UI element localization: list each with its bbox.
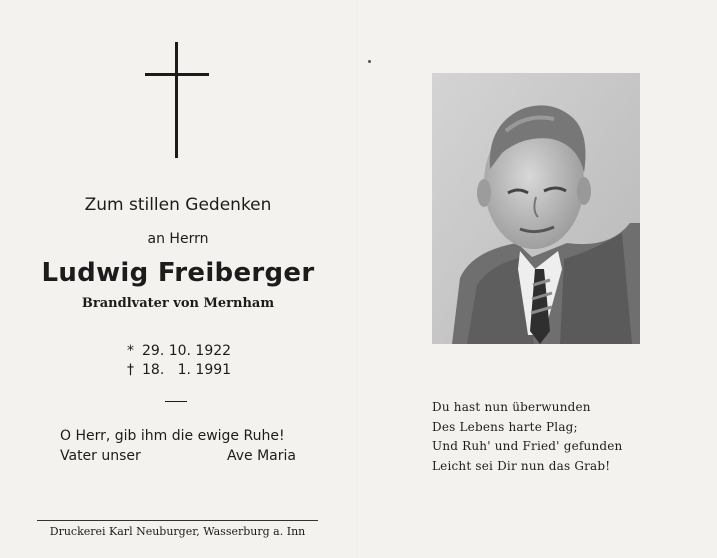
prayer-names: [60, 448, 296, 464]
death-date: 18. 1. 1991: [142, 362, 232, 378]
prayer-block: [60, 428, 296, 464]
deceased-role: Brandlvater von Mernham: [81, 296, 275, 311]
printer-credit: Druckerei Karl Neuburger, Wasserburg a. Inn: [49, 525, 306, 538]
poem-block: [432, 398, 623, 476]
birth-symbol: *: [127, 343, 134, 359]
portrait-photo: [432, 73, 640, 344]
death-row: [127, 361, 231, 380]
poem-line: Du hast nun überwunden: [432, 400, 591, 414]
life-dates: [127, 342, 231, 380]
divider-dash: [165, 401, 187, 402]
printer-rule: [37, 520, 318, 521]
prayer-line: O Herr, gib ihm die ewige Ruhe!: [60, 428, 285, 444]
cross-icon: [145, 42, 209, 158]
birth-date: 29. 10. 1922: [142, 343, 232, 359]
prayer-vater-unser: Vater unser: [60, 448, 141, 464]
paper-fleck: [368, 60, 371, 63]
poem-line: Des Lebens harte Plag;: [432, 419, 578, 434]
birth-row: [127, 342, 231, 361]
poem-line: Leicht sei Dir nun das Grab!: [432, 458, 611, 473]
death-symbol: †: [127, 362, 134, 378]
prayer-ave-maria: Ave Maria: [227, 448, 296, 464]
poem-line: Und Ruh' und Fried' gefunden: [432, 439, 623, 453]
dedication-label: an Herrn: [147, 231, 209, 247]
deceased-name: Ludwig Freiberger: [41, 258, 315, 288]
card-fold: [357, 0, 359, 558]
memorial-heading: Zum stillen Gedenken: [84, 195, 272, 215]
